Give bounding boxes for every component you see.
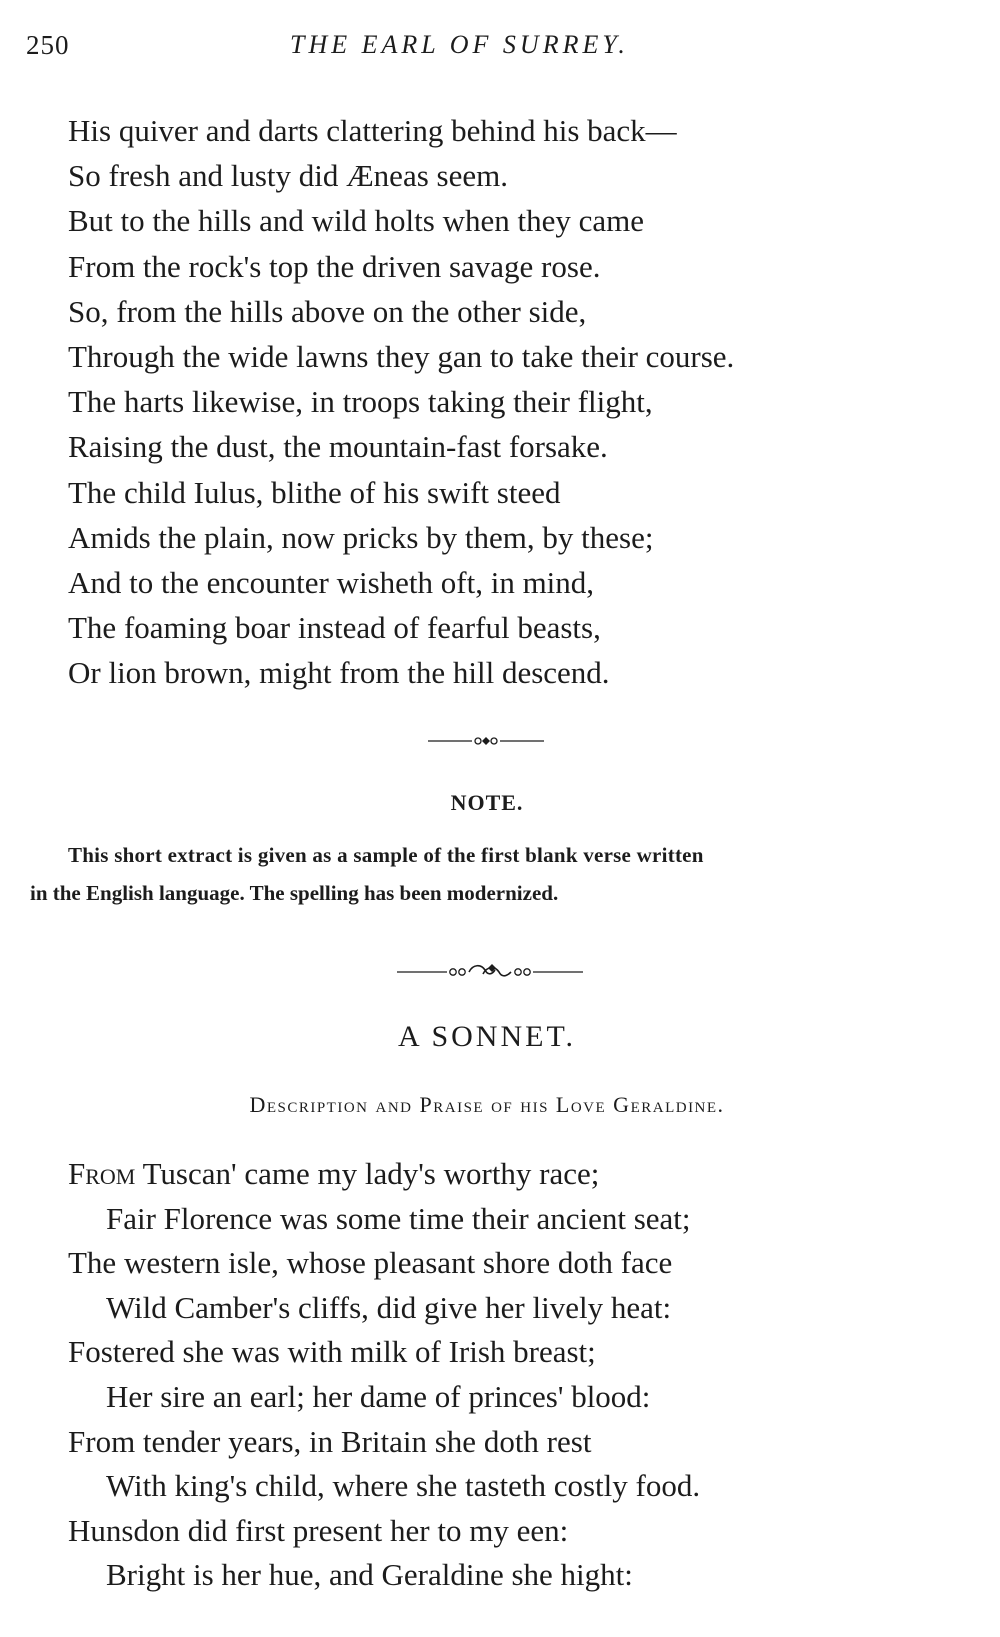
sonnet-line — [68, 1152, 700, 1197]
scroll-divider-ornament — [395, 960, 585, 982]
small-divider-ornament — [426, 733, 546, 749]
note-text-line-2: in the English language. The spelling has been modernized. — [30, 881, 559, 905]
verse-line: So, from the hills above on the other side, — [68, 293, 587, 329]
verse-line: The harts likewise, in troops taking their flight, — [68, 384, 653, 420]
sonnet-subtitle: Description and Praise of his Love Geraldine. — [249, 1092, 725, 1117]
verse-line: So fresh and lusty did Æneas seem. — [68, 158, 508, 194]
sonnet-line: Hunsdon did first present her to my een: — [68, 1512, 569, 1548]
sonnet-line: Fair Florence was some time their ancient seat; — [106, 1200, 691, 1236]
sonnet-first-line-rest: Tuscan' came my lady's worthy race; — [135, 1156, 600, 1191]
sonnet-title: A SONNET. — [397, 1020, 577, 1053]
page-number: 250 — [26, 30, 70, 60]
verse-line: The foaming boar instead of fearful beasts, — [68, 610, 601, 646]
sonnet-first-word: From — [68, 1156, 136, 1191]
sonnet-line: Her sire an earl; her dame of princes' blood: — [106, 1378, 651, 1414]
note-heading: NOTE. — [450, 790, 524, 815]
verse-line: Raising the dust, the mountain-fast forsake. — [68, 429, 608, 465]
verse-line: The child Iulus, blithe of his swift steed — [68, 474, 561, 510]
verse-line: And to the encounter wisheth oft, in mind, — [68, 565, 595, 601]
sonnet-line: Wild Camber's cliffs, did give her lively heat: — [106, 1289, 672, 1325]
verse-line: His quiver and darts clattering behind his back— — [68, 113, 677, 148]
verse-line: Or lion brown, might from the hill descend. — [68, 655, 610, 691]
sonnet-body — [68, 1152, 700, 1598]
sonnet-line: From tender years, in Britain she doth rest — [68, 1423, 592, 1459]
verse-line: Through the wide lawns they gan to take their course. — [68, 339, 735, 375]
sonnet-line: Bright is her hue, and Geraldine she hight: — [106, 1557, 633, 1593]
sonnet-line: Fostered she was with milk of Irish breast; — [68, 1334, 596, 1370]
note-text-line-1: This short extract is given as a sample of the first blank verse written — [68, 843, 704, 867]
verse-line: From the rock's top the driven savage rose. — [68, 248, 601, 284]
sonnet-line: The western isle, whose pleasant shore doth face — [68, 1245, 673, 1281]
verse-extract — [68, 108, 734, 696]
sonnet-line: With king's child, where she tasteth costly food. — [106, 1468, 701, 1504]
running-title: THE EARL OF SURREY. — [290, 30, 629, 59]
verse-line: Amids the plain, now pricks by them, by these; — [68, 519, 654, 555]
verse-line: But to the hills and wild holts when they came — [68, 203, 644, 239]
